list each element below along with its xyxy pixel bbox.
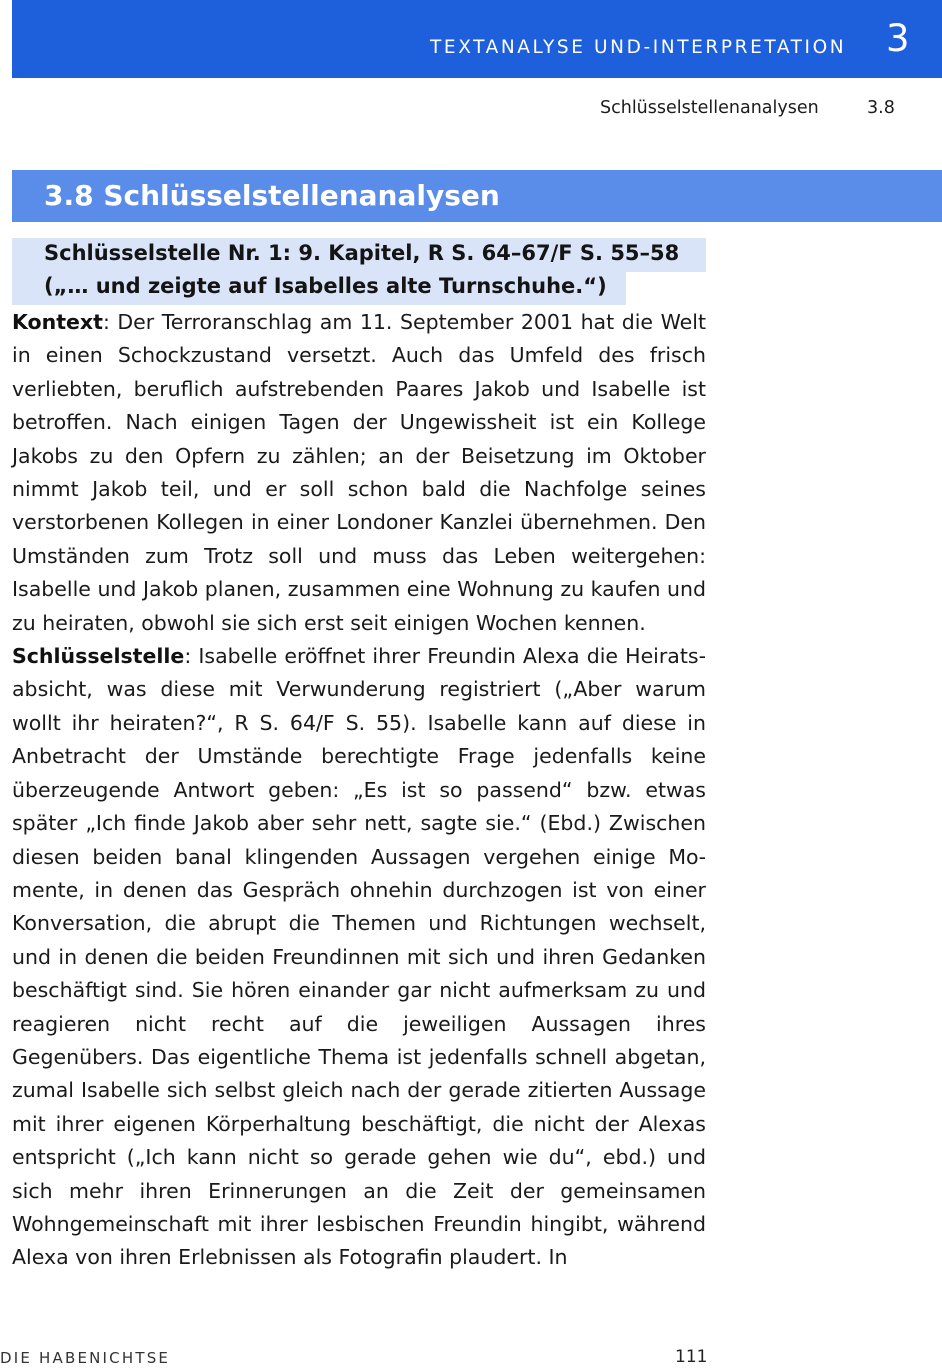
context-paragraph <box>12 306 706 640</box>
key-passage-paragraph <box>12 640 706 1275</box>
body-text <box>12 306 706 1275</box>
context-label: Kontext <box>12 310 103 334</box>
running-head-number: 3.8 <box>867 98 895 118</box>
key-passage-quote: („… und zeigte auf Isabelles alte Turnschuhe.“) <box>44 274 607 298</box>
context-text: : Der Terroranschlag am 11. September 2001 hat die Welt in einen Schockzustand versetzt. Auch das Umfeld des frisch verliebten, beruflich aufstrebenden Paares Jakob und Isabelle ist betroffen. Nach einigen Tagen der Ungewissheit ist ein Kollege Jakobs zu den Opfern zu zählen; an der Beisetzung im Oktober nimmt Jakob teil, und er soll schon bald die Nachfolge seines verstorbenen Kollegen in einer Londoner Kanzlei übernehmen. Den Umständen zum Trotz soll und muss das Leben weitergehen: Isabelle und Jakob planen, zusammen eine Wohnung zu kaufen und zu heiraten, obwohl sie sich erst seit einigen Wochen kennen. <box>12 310 706 635</box>
chapter-number: 3 <box>886 17 910 60</box>
page-number: 111 <box>675 1347 708 1367</box>
key-passage-label: Schlüsselstelle <box>12 644 185 669</box>
section-heading: 3.8 Schlüsselstellenanalysen <box>44 179 500 212</box>
running-head-title: Schlüsselstellenanalysen <box>600 98 819 118</box>
chapter-title: TEXTANALYSE UND-INTERPRETATION <box>430 37 847 58</box>
footer-book-title: DIE HABENICHTSE <box>0 1349 171 1367</box>
key-passage-reference: Schlüsselstelle Nr. 1: 9. Kapitel, R S. 64–67/F S. 55–58 <box>44 241 680 265</box>
chapter-header-bar <box>12 0 942 78</box>
key-passage-text: : Isabelle eröffnet ihrer Freundin Alexa die Heiratsabsicht, was diese mit Verwunderung registriert („Aber warum wollt ihr heiraten?“, R S. 64/F S. 55). Isabelle kann auf diese in Anbetracht der Umstände berechtigte Frage jedenfalls keine überzeugende Antwort geben: „Es ist so passend“ bzw. etwas später „Ich finde Jakob aber sehr nett, sagte sie.“ (Ebd.) Zwischen diesen beiden banal klingenden Aussagen vergehen einige Momente, in denen das Gespräch ohnehin durchzogen ist von einer Konversation, die abrupt die Themen und Richtungen wechselt, und in denen die beiden Freundinnen mit sich und ihren Gedanken beschäftigt sind. Sie hören einander gar nicht aufmerksam zu und reagieren nicht recht auf die jeweiligen Aussagen ihres Gegenübers. Das eigentliche Thema ist jedenfalls schnell abgetan, zumal Isabelle sich selbst gleich nach der gerade zitierten Aussage mit ihrer eigenen Körperhaltung beschäftigt, die nicht der Alexas entspricht („Ich kann nicht so gerade gehen wie du“, ebd.) und sich mehr ihren Erinnerungen an die Zeit der gemeinsamen Wohngemeinschaft mit ihrer lesbischen Freundin hingibt, während Alexa von ihren Erlebnissen als Fotografin plaudert. In <box>12 644 706 1270</box>
